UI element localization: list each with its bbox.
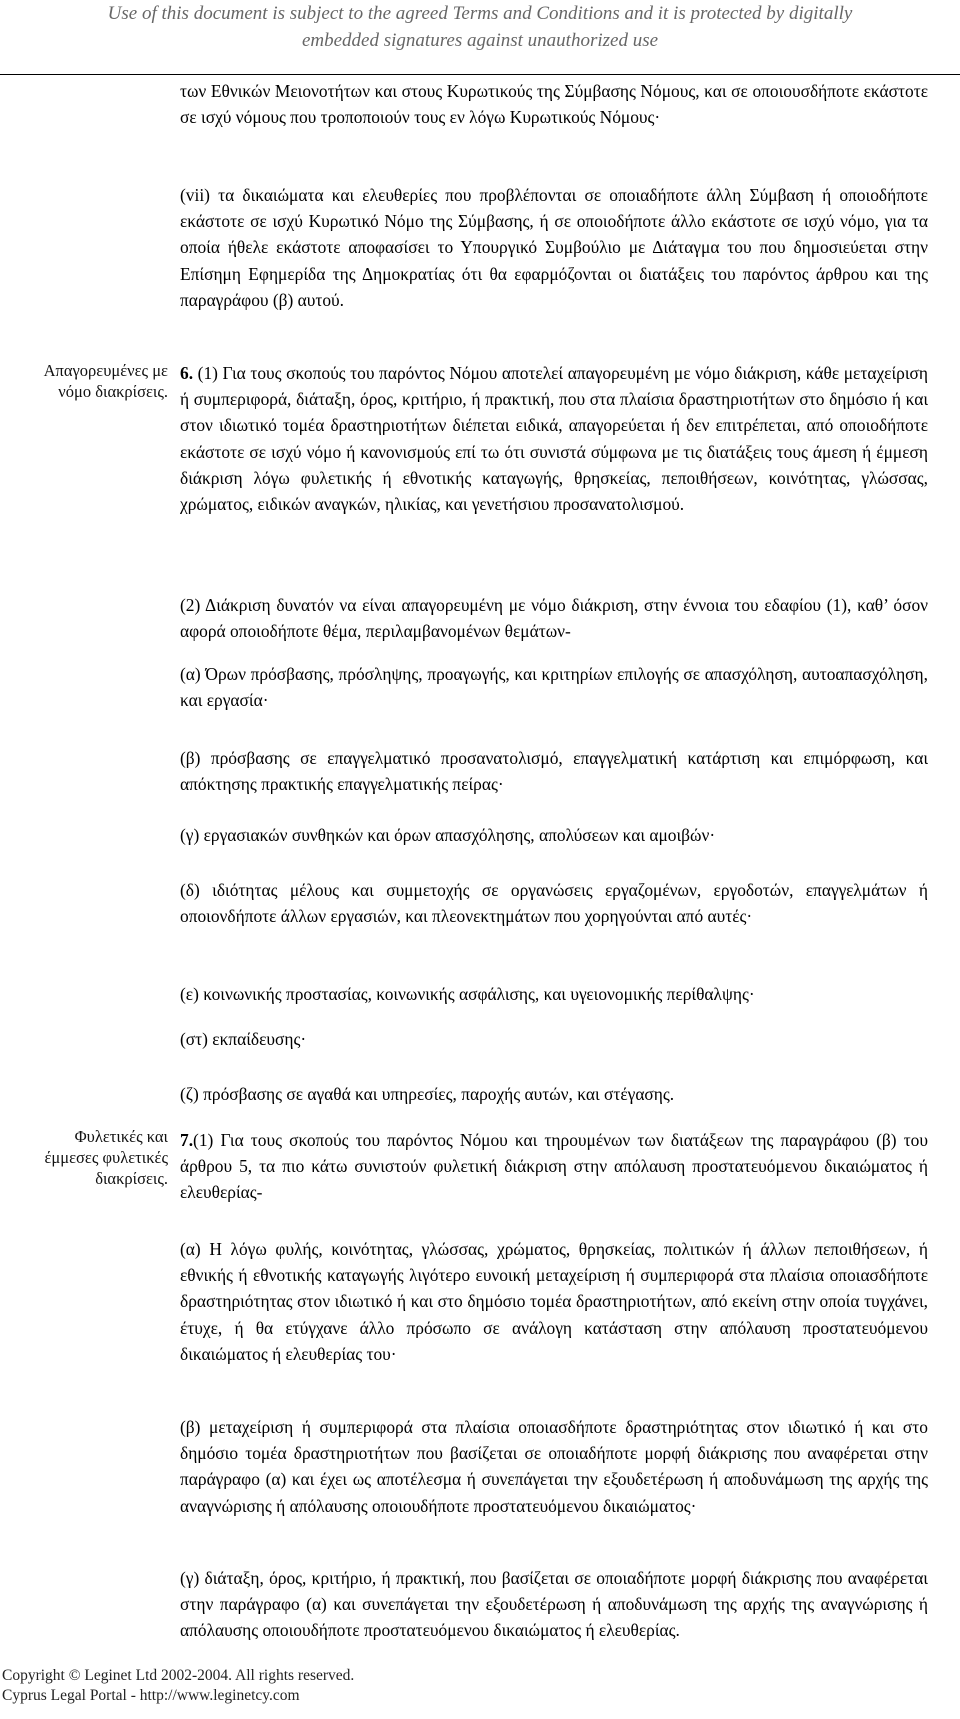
paragraph-text: (ζ) πρόσβασης σε αγαθά και υπηρεσίες, παροχής αυτών, και στέγασης. [180, 1084, 675, 1104]
page-footer [2, 1666, 354, 1706]
page-header [0, 0, 960, 54]
paragraph-text: (στ) εκπαίδευσης· [180, 1029, 307, 1049]
paragraph-text: (β) μεταχείριση ή συμπεριφορά στα πλαίσια οποιασδήποτε δραστηριότητας στον ιδιωτικό ή και στο δημόσιο τομέα δραστηριοτήτων που βασίζεται σε οποιαδήποτε μορφή διάκρισης που αναφέρεται στην παράγραφο (α) και έχει ως αποτέλεσμα ή συνεπάγεται την εξουδετέρωση ή αποδυνάμωση της αρχής της αναγνώρισης ή απόλαυσης οποιουδήποτε προστατευόμενου δικαιώματος· [180, 1417, 928, 1516]
paragraph-continuation [180, 78, 928, 130]
section-6-item-e [180, 981, 928, 1007]
section-7-subsection-1 [180, 1127, 928, 1206]
margin-note-section-7 [0, 1126, 168, 1189]
section-7-item-b [180, 1414, 928, 1519]
paragraph-text: (γ) διάταξη, όρος, κριτήριο, ή πρακτική, που βασίζεται σε οποιαδήποτε μορφή διάκρισης που αναφέρεται στην παράγραφο (α) και συνεπάγεται την εξουδετέρωση ή αποδυνάμωση της αρχής της αναγνώρισης ή απόλαυσης οποιουδήποτε προστατευόμενου δικαιώματος ή ελευθερίας. [180, 1568, 928, 1641]
paragraph-text: των Εθνικών Μειονοτήτων και στους Κυρωτικούς της Σύμβασης Νόμους, και σε οποιουσδήποτε εκάστοτε σε ισχύ νόμους που τροποποιούν τους εν λόγω Κυρωτικούς Νόμους· [180, 81, 928, 128]
paragraph-text: (vii) τα δικαιώματα και ελευθερίες που προβλέπονται σε οποιαδήποτε άλλη Σύμβαση ή οποιοδήποτε εκάστοτε σε ισχύ Κυρωτικό Νόμο της Σύμβασης, ή σε οποιοδήποτε άλλο εκάστοτε σε ισχύ νόμο, για τα οποία ήθελε εκάστοτε αποφασίσει το Υπουργικό Συμβούλιο με Διάταγμα του που δημοσιεύεται στην Επίσημη Εφημερίδα της Δημοκρατίας ότι θα εφαρμόζονται οι διατάξεις του παρόντος άρθρου και της παραγράφου (β) αυτού. [180, 185, 928, 310]
section-6-item-d [180, 877, 928, 929]
paragraph-text: (α) Η λόγω φυλής, κοινότητας, γλώσσας, χρώματος, θρησκείας, πολιτικών ή άλλων πεποιθήσεων, ή εθνικής ή εθνοτικής καταγωγής λιγότερο ευνοική μεταχείριση ή συμπεριφορά στα πλαίσια οποιασδήποτε δραστηριότητας στον ιδιωτικό ή και στο δημόσιο τομέα δραστηριοτήτων, από εκείνη στην οποία τυγχάνει, έτυχε, ή θα ετύγχανε άλλο πρόσωπο σε ανάλογη κατάσταση στην απόλαυση προστατευόμενου δικαιώματος ή ελευθερίας του· [180, 1239, 928, 1364]
paragraph-text: (1) Για τους σκοπούς του παρόντος Νόμου και τηρουμένων των διατάξεων της παραγράφου (β) του άρθρου 5, τα πιο κάτω συνιστούν φυλετική διάκριση στην απόλαυση προστατευόμενου δικαιώματος ή ελευθερίας- [180, 1130, 928, 1203]
section-number: 6. [180, 363, 194, 383]
margin-note-line: διακρίσεις. [95, 1169, 168, 1188]
paragraph-text: (ε) κοινωνικής προστασίας, κοινωνικής ασφάλισης, και υγειονομικής περίθαλψης· [180, 984, 755, 1004]
margin-note-line: Φυλετικές και [74, 1127, 168, 1146]
section-6-item-st [180, 1026, 928, 1052]
section-6-item-c [180, 822, 928, 848]
section-6-item-b [180, 745, 928, 797]
footer-portal-link[interactable]: Cyprus Legal Portal - http://www.leginetcy.com [2, 1687, 300, 1704]
margin-note-line: νόμο διακρίσεις. [58, 382, 168, 401]
section-7-item-c [180, 1565, 928, 1644]
paragraph-text: (γ) εργασιακών συνθηκών και όρων απασχόλησης, απολύσεων και αμοιβών· [180, 825, 716, 845]
footer-copyright: Copyright © Leginet Ltd 2002-2004. All rights reserved. [2, 1667, 355, 1684]
paragraph-text: (β) πρόσβασης σε επαγγελματικό προσανατολισμό, επαγγελματική κατάρτιση και επιμόρφωση, και απόκτησης πρακτικής επαγγελματικής πείρας· [180, 748, 928, 795]
paragraph-text: (1) Για τους σκοπούς του παρόντος Νόμου αποτελεί απαγορευμένη με νόμο διάκριση, κάθε μεταχείριση ή συμπεριφορά, διάταξη, όρος, κριτήριο, ή πρακτική, που στα πλαίσια δραστηριοτήτων στο δημόσιο ή και στον ιδιωτικό τομέα δραστηριοτήτων διέπεται ειδικά, απαγορεύεται ή δεν επιτρέπεται, από οποιοδήποτε εκάστοτε σε ισχύ νόμο ή κανονισμούς επί τω ότι συνιστά σύμφωνα με τις διατάξεις τους άμεση ή έμμεση διάκριση λόγω φυλετικής ή εθνοτικής καταγωγής, θρησκείας, πεποιθήσεων, κοινότητας, γλώσσας, χρώματος, ειδικών αναγκών, ηλικίας, και γενετήσιου προσανατολισμού. [180, 363, 928, 515]
paragraph-text: (α) Όρων πρόσβασης, πρόσληψης, προαγωγής, και κριτηρίων επιλογής σε απασχόληση, αυτοαπασχόληση, και εργασία· [180, 664, 928, 711]
section-6-item-a [180, 661, 928, 713]
section-6-item-z [180, 1081, 928, 1107]
section-6-subsection-2 [180, 592, 928, 644]
header-line-2: embedded signatures against unauthorized use [301, 30, 659, 51]
section-7-item-a [180, 1236, 928, 1367]
margin-note-line: Απαγορευμένες με [43, 361, 168, 380]
header-divider [0, 74, 960, 75]
section-number: 7. [180, 1130, 194, 1150]
section-6-subsection-1 [180, 360, 928, 517]
paragraph-text: (δ) ιδιότητας μέλους και συμμετοχής σε οργανώσεις εργαζομένων, εργοδοτών, επαγγελμάτων ή οποιονδήποτε άλλων εργασιών, και πλεονεκτημάτων που χορηγούνται από αυτές· [180, 880, 928, 927]
margin-note-line: έμμεσες φυλετικές [44, 1148, 168, 1167]
header-line-1: Use of this document is subject to the agreed Terms and Conditions and it is protected by digitally [107, 3, 853, 24]
margin-note-section-6 [0, 360, 168, 402]
paragraph-text: (2) Διάκριση δυνατόν να είναι απαγορευμένη με νόμο διάκριση, στην έννοια του εδαφίου (1), καθ’ όσον αφορά οποιοδήποτε θέμα, περιλαμβανομένων θεμάτων- [180, 595, 928, 642]
paragraph-vii [180, 182, 928, 313]
